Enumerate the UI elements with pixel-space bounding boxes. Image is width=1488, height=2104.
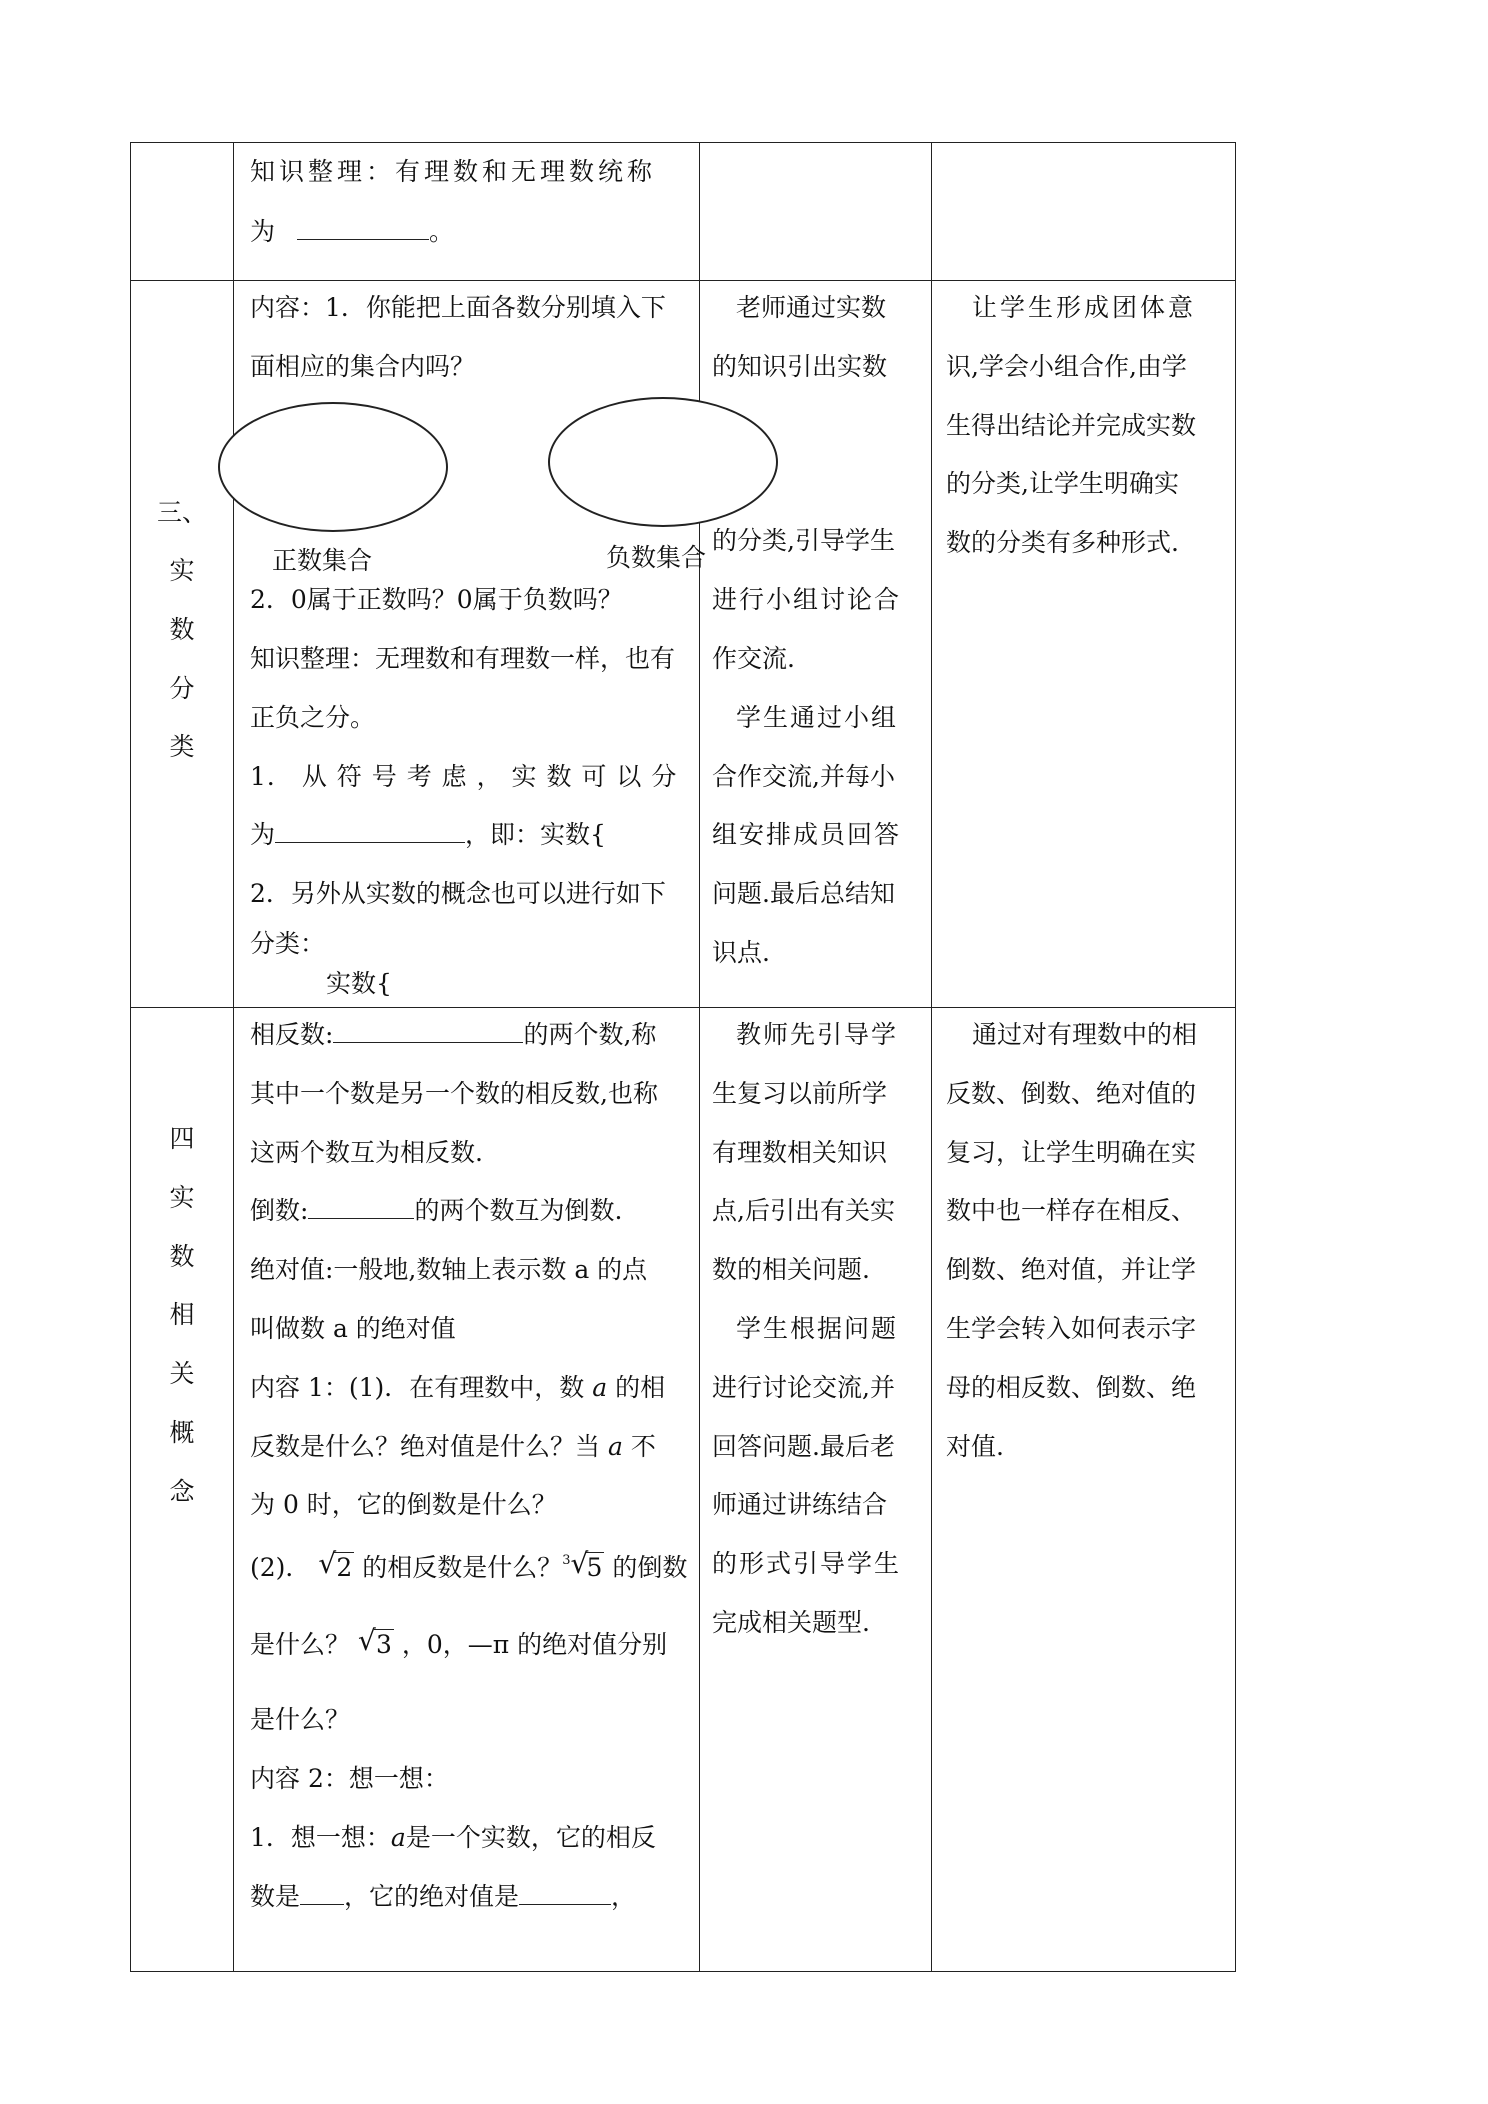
text: 倒数:: [250, 1196, 309, 1225]
content-line: [250, 820, 606, 850]
content-line: 内容：1．你能把上面各数分别填入下: [250, 293, 666, 322]
content-line: 实数{: [326, 969, 392, 998]
table-row: [131, 281, 1236, 1008]
content-line: [250, 1432, 656, 1462]
intent-line: 的分类,让学生明确实: [946, 469, 1179, 498]
content-line: 1． 从 符 号 考 虑 ， 实 数 可 以 分: [250, 762, 678, 791]
negative-set-ellipse: [548, 397, 778, 527]
stage-cell: [131, 281, 234, 1008]
radical-sign-icon: √: [357, 1624, 376, 1657]
text: 的相: [615, 1373, 666, 1402]
text: 内容 1：(1)．在有理数中，数: [250, 1373, 585, 1402]
content-line: 为 0 时，它的倒数是什么？: [250, 1490, 557, 1519]
radical-sign-icon: √: [570, 1547, 589, 1580]
content-line: 面相应的集合内吗？: [250, 352, 476, 381]
text: 为: [250, 217, 276, 246]
text: (2)．: [250, 1553, 311, 1582]
content-line: 知识整理：有理数和无理数统称: [250, 157, 657, 186]
content-cell: [234, 143, 700, 281]
variable-a: a: [390, 1823, 406, 1852]
content-line: [250, 1624, 668, 1660]
teacher-line: 问题.最后总结知: [712, 879, 895, 908]
sqrt-2-expression: [318, 1547, 354, 1583]
design-intent-cell: [932, 1008, 1236, 1972]
text: ，它的绝对值是: [344, 1882, 520, 1911]
content-line: [250, 1547, 688, 1588]
stage-label: 关: [169, 1359, 195, 1388]
table-row: [131, 143, 1236, 281]
text: 是一个实数，它的相反: [405, 1823, 656, 1852]
intent-line: 通过对有理数中的相: [972, 1020, 1198, 1049]
stage-label: 四: [169, 1124, 195, 1153]
intent-line: 对值.: [946, 1432, 1004, 1461]
stage-label: 分: [169, 674, 195, 703]
positive-set-ellipse: [218, 402, 448, 532]
content-line: [250, 217, 454, 247]
teacher-line: 师通过讲练结合: [712, 1490, 888, 1519]
content-line: [250, 1020, 656, 1050]
text: ，: [611, 1882, 637, 1911]
teacher-activity-cell: [700, 143, 932, 281]
fill-blank: [275, 820, 465, 843]
intent-line: 倒数、绝对值，并让学: [946, 1255, 1197, 1284]
stage-label: 数: [169, 615, 195, 644]
teacher-line: 完成相关题型.: [712, 1608, 870, 1637]
content-cell: [234, 281, 707, 1008]
text: 。: [428, 217, 454, 246]
teacher-line: 学生通过小组: [736, 703, 899, 732]
content-line: 2．0属于正数吗？0属于负数吗？: [250, 585, 623, 614]
teacher-line: 回答问题.最后老: [712, 1432, 895, 1461]
intent-line: 生学会转入如何表示字: [946, 1314, 1197, 1343]
teacher-line: 数的相关问题.: [712, 1255, 870, 1284]
text: 的两个数,称: [523, 1020, 657, 1049]
design-intent-cell: [932, 281, 1236, 1008]
content-line: 这两个数互为相反数.: [250, 1138, 483, 1167]
cbrt-5-expression: [570, 1547, 605, 1583]
stage-label: 实: [169, 1183, 195, 1212]
teacher-line: 组安排成员回答: [712, 820, 902, 849]
teacher-line: 识点.: [712, 938, 770, 967]
stage-label: 概: [169, 1418, 195, 1447]
stage-cell: [131, 1008, 234, 1972]
teacher-line: 的分类,引导学生: [712, 526, 895, 555]
variable-a: a: [592, 1373, 608, 1402]
intent-line: 复习，让学生明确在实: [946, 1138, 1197, 1167]
intent-line: 让学生形成团体意: [972, 293, 1197, 322]
root-index: 3: [562, 1553, 571, 1568]
text: 数是: [250, 1882, 301, 1911]
lesson-plan-table: [130, 142, 1236, 1972]
negative-set-label: 负数集合: [606, 543, 707, 572]
teacher-line: 进行讨论交流,并: [712, 1373, 895, 1402]
stage-cell: [131, 143, 234, 281]
teacher-line: 点,后引出有关实: [712, 1196, 895, 1225]
teacher-line: 老师通过实数: [736, 293, 887, 322]
teacher-line: 的知识引出实数: [712, 352, 888, 381]
fill-blank: [308, 1196, 414, 1219]
content-line: [250, 1196, 622, 1226]
stage-label: 三、: [156, 498, 207, 527]
text: 的倒数: [612, 1553, 688, 1582]
content-line: [250, 1373, 665, 1403]
text: 相反数:: [250, 1020, 334, 1049]
content-line: 内容 2：想一想：: [250, 1764, 449, 1793]
content-line: 分类：: [250, 929, 326, 958]
variable-a: a: [607, 1432, 623, 1461]
content-line: 正负之分。: [250, 703, 376, 732]
text: 不: [630, 1432, 656, 1461]
text: 是什么？: [250, 1630, 351, 1659]
content-line: 叫做数 a 的绝对值: [250, 1314, 456, 1343]
content-line: 绝对值:一般地,数轴上表示数 a 的点: [250, 1255, 648, 1284]
text: ，即：实数{: [465, 820, 606, 849]
teacher-line: 进行小组讨论合: [712, 585, 902, 614]
fill-blank: [519, 1882, 611, 1905]
teacher-line: 学生根据问题: [736, 1314, 899, 1343]
stage-label: 念: [169, 1477, 195, 1506]
fill-blank: [333, 1020, 523, 1043]
content-line: [250, 1823, 656, 1853]
radicand: 3: [375, 1630, 392, 1659]
intent-line: 生得出结论并完成实数: [946, 411, 1197, 440]
content-line: 知识整理：无理数和有理数一样，也有: [250, 644, 676, 673]
content-line: 2．另外从实数的概念也可以进行如下: [250, 879, 666, 908]
table-row: [131, 1008, 1236, 1972]
content-cell: [234, 1008, 700, 1972]
content-line: 其中一个数是另一个数的相反数,也称: [250, 1079, 658, 1108]
sqrt-3-expression: [357, 1624, 394, 1660]
text: 的两个数互为倒数.: [414, 1196, 623, 1225]
fill-blank: [297, 217, 429, 240]
teacher-activity-cell: [700, 281, 932, 1008]
teacher-line: 生复习以前所学: [712, 1079, 888, 1108]
text: 反数是什么？绝对值是什么？当: [250, 1432, 601, 1461]
text: 的相反数是什么？: [362, 1553, 563, 1582]
radicand: 5: [586, 1553, 603, 1582]
stage-label: 数: [169, 1242, 195, 1271]
design-intent-cell: [932, 143, 1236, 281]
stage-label: 实: [169, 556, 195, 585]
text: ，0，—π 的绝对值分别: [401, 1630, 668, 1659]
teacher-line: 教师先引导学: [736, 1020, 899, 1049]
content-line: [250, 1882, 636, 1912]
teacher-activity-cell: [700, 1008, 932, 1972]
fill-blank: [300, 1882, 344, 1905]
positive-set-label: 正数集合: [272, 546, 373, 575]
intent-line: 识,学会小组合作,由学: [946, 352, 1187, 381]
content-line: 是什么？: [250, 1705, 351, 1734]
teacher-line: 有理数相关知识: [712, 1138, 888, 1167]
teacher-line: 的形式引导学生: [712, 1549, 902, 1578]
text: 1．想一想：: [250, 1823, 391, 1852]
teacher-line: 合作交流,并每小: [712, 762, 895, 791]
intent-line: 数的分类有多种形式.: [946, 528, 1179, 557]
radicand: 2: [336, 1553, 353, 1582]
intent-line: 母的相反数、倒数、绝: [946, 1373, 1197, 1402]
text: 为: [250, 820, 276, 849]
intent-line: 数中也一样存在相反、: [946, 1196, 1197, 1225]
stage-label: 相: [169, 1300, 195, 1329]
intent-line: 反数、倒数、绝对值的: [946, 1079, 1197, 1108]
teacher-line: 作交流.: [712, 644, 795, 673]
radical-sign-icon: √: [318, 1547, 337, 1580]
stage-label: 类: [169, 732, 195, 761]
